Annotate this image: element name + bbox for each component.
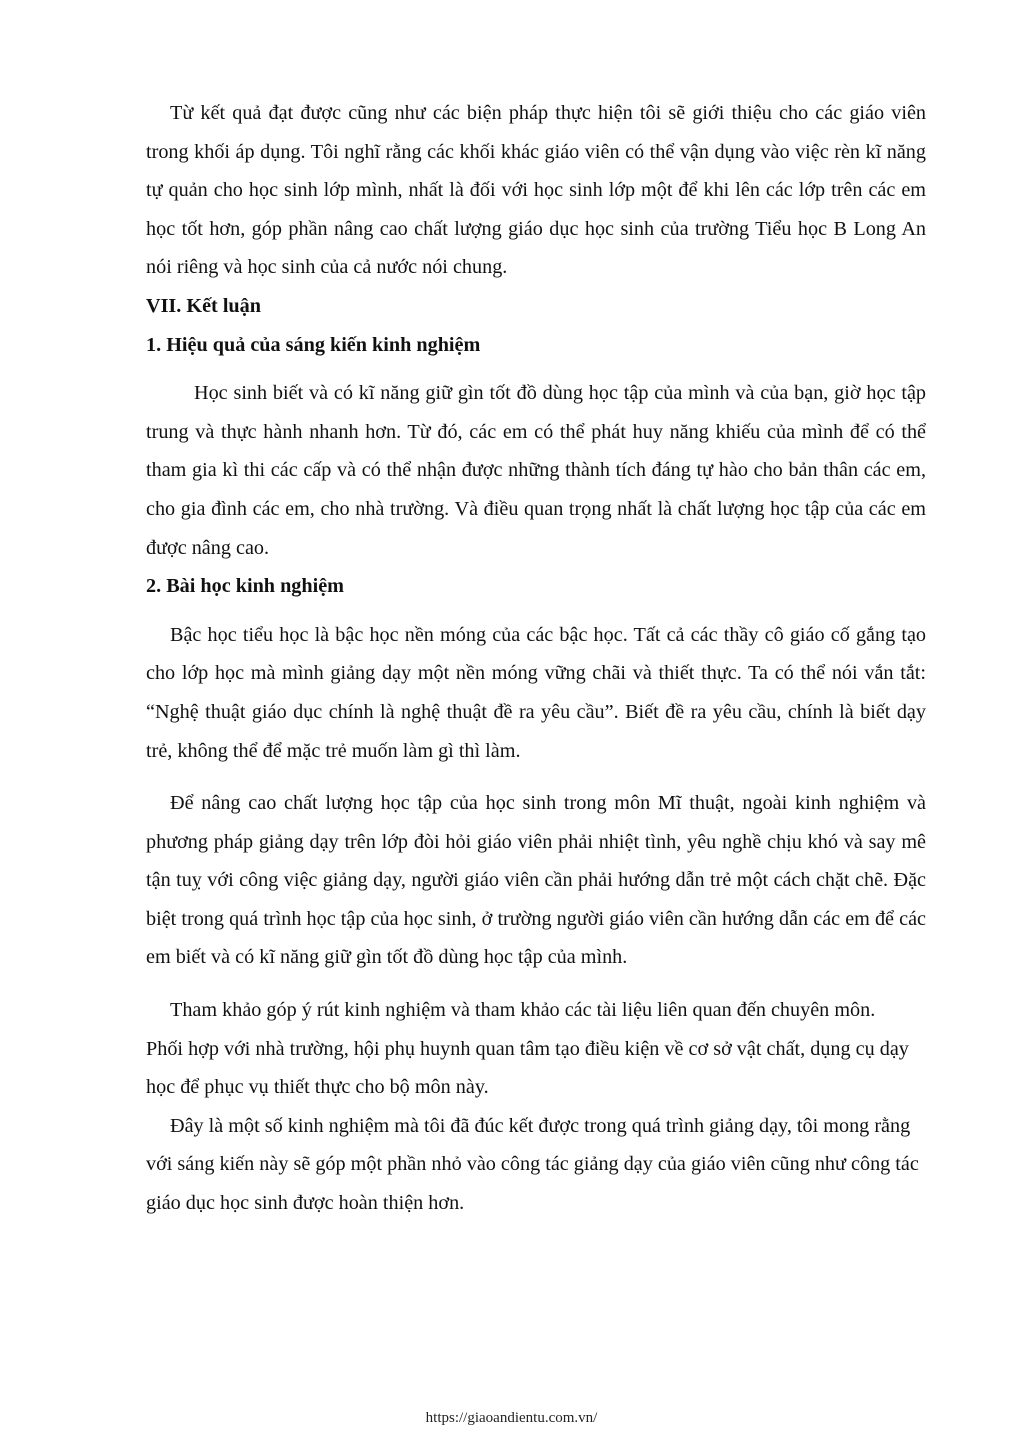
heading-effectiveness: 1. Hiệu quả của sáng kiến kinh nghiệm (146, 333, 481, 356)
heading-lessons: 2. Bài học kinh nghiệm (146, 575, 345, 598)
paragraph-lessons-4: Phối hợp với nhà trường, hội phụ huynh quan tâm tạo điều kiện về cơ sở vật chất, dụng cụ dạy học để phục vụ thiết thực cho bộ môn này. (146, 1037, 909, 1099)
paragraph-intro: Từ kết quả đạt được cũng như các biện pháp thực hiện tôi sẽ giới thiệu cho các giáo viên trong khối áp dụng. Tôi nghĩ rằng các khối khác giáo viên có thể vận dụng vào việc rèn kĩ năng tự quản cho học sinh lớp mình, nhất là đối với học sinh lớp một để khi lên các lớp trên các em học tốt hơn, góp phần nâng cao chất lượng giáo dục học sinh của trường Tiểu học B Long An nói riêng và học sinh của cả nước nói chung. (146, 102, 926, 279)
paragraph-lessons-1: Bậc học tiểu học là bậc học nền móng của các bậc học. Tất cả các thầy cô giáo cố gắng tạo cho lớp học mà mình giảng dạy một nền móng vững chãi và thiết thực. Ta có thể nói vắn tắt: “Nghệ thuật giáo dục chính là nghệ thuật đề ra yêu cầu”. Biết đề ra yêu cầu, chính là biết dạy trẻ, không thể để mặc trẻ muốn làm gì thì làm. (146, 623, 926, 762)
paragraph-lessons-3: Tham khảo góp ý rút kinh nghiệm và tham khảo các tài liệu liên quan đến chuyên môn. (170, 999, 876, 1022)
paragraph-lessons-2: Để nâng cao chất lượng học tập của học sinh trong môn Mĩ thuật, ngoài kinh nghiệm và phương pháp giảng dạy trên lớp đòi hỏi giáo viên phải nhiệt tình, yêu nghề chịu khó và say mê tận tuỵ với công việc giảng dạy, người giáo viên cần phải hướng dẫn trẻ một cách chặt chẽ. Đặc biệt trong quá trình học tập của học sinh, ở trường người giáo viên cần hướng dẫn các em để các em biết và có kĩ năng giữ gìn tốt đồ dùng học tập của mình. (146, 792, 926, 969)
section-heading-conclusion: VII. Kết luận (146, 294, 261, 317)
paragraph-closing: Đây là một số kinh nghiệm mà tôi đã đúc kết được trong quá trình giảng dạy, tôi mong rằng với sáng kiến này sẽ góp một phần nhỏ vào công tác giảng dạy của giáo viên cũng như công tác giáo dục học sinh được hoàn thiện hơn. (146, 1114, 919, 1215)
paragraph-effectiveness: Học sinh biết và có kĩ năng giữ gìn tốt đồ dùng học tập của mình và của bạn, giờ học tập trung và thực hành nhanh hơn. Từ đó, các em có thể phát huy năng khiếu của mình để có thể tham gia kì thi các cấp và có thể nhận được những thành tích đáng tự hào cho bản thân các em, cho gia đình các em, cho nhà trường. Và điều quan trọng nhất là chất lượng học tập của các em được nâng cao. (146, 382, 926, 559)
footer-url: https://giaoandientu.com.vn/ (425, 1410, 598, 1426)
document-body (146, 94, 926, 1223)
